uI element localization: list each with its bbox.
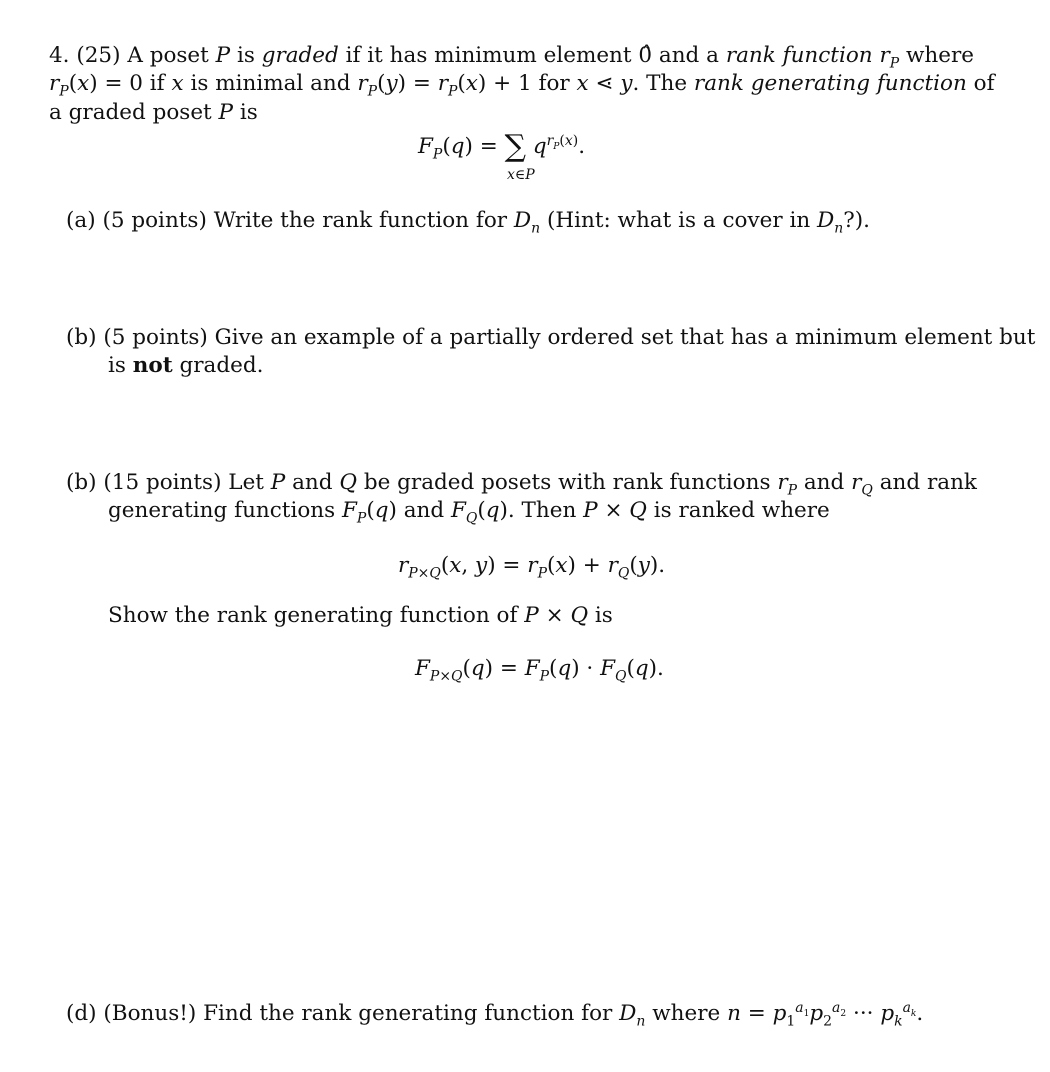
part-b1-line-2: is not graded. <box>108 353 264 378</box>
sum-index: x∈P <box>507 167 535 183</box>
part-b2-label: (b) <box>66 470 97 495</box>
part-b2-line-1: (b) (15 points) Let P and Q be graded posets with rank functions $r_P$ and $r_Q$ and rank <box>66 470 977 499</box>
part-a-label: (a) <box>66 208 96 233</box>
part-b1-line-1: (b) (5 points) Give an example of a partially ordered set that has a minimum element but <box>66 325 1036 350</box>
generating-function-formula: $F_P(q)$ = ∑ $q^{r_P(x)}$. <box>418 129 586 164</box>
part-b2-show-text: Show the rank generating function of P × Q is <box>108 603 613 628</box>
part-d-points: (Bonus!) <box>103 1001 197 1026</box>
part-a-points: (5 points) <box>102 208 207 233</box>
rank-product-formula: $r_{P\times Q}(x$, $y) = r_P(x) + r_Q(y)$. <box>398 553 666 582</box>
problem-line-3: a graded poset P is <box>49 100 258 125</box>
problem-number: 4. <box>49 43 70 68</box>
generating-product-formula: $F_{P\times Q}(q) = F_P(q) \cdot F_Q(q)$. <box>415 656 664 685</box>
problem-line-1: 4. (25) A poset P is graded if it has minimum element 0̂ and a rank function $r_P$ where <box>49 43 974 72</box>
part-b1-points: (5 points) <box>103 325 208 350</box>
part-b2-line-2: generating functions $F_P(q)$ and $F_Q(q)$. Then P × Q is ranked where <box>108 498 830 527</box>
problem-line-2: $r_P(x) = 0$ if x is minimal and $r_P(y) = r_P(x) + 1$ for x ⋖ y. The rank generating function of <box>49 71 995 100</box>
problem-points: (25) <box>76 43 121 68</box>
part-b1-label: (b) <box>66 325 97 350</box>
part-b2-points: (15 points) <box>103 470 222 495</box>
part-d-label: (d) <box>66 1001 97 1026</box>
part-d: (d) (Bonus!) Find the rank generating function for $D_n$ where $n = p_1^{a_1}p_2^{a_2}$ ··· $p_k^{a_k}$. <box>66 999 924 1030</box>
part-a: (a) (5 points) Write the rank function for $D_n$ (Hint: what is a cover in $D_n$?). <box>66 208 871 237</box>
